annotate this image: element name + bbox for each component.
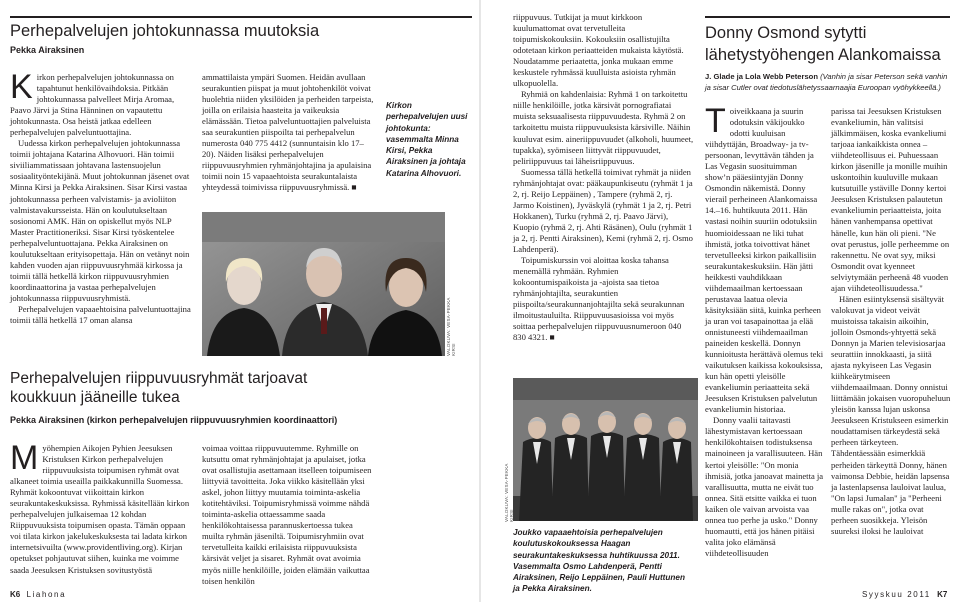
article1-title: Perhepalvelujen johtokunnassa muutoksia — [10, 22, 320, 40]
article2-photo-credit: VALOKUVA: VESA-PEKKA KIRSI — [504, 463, 514, 522]
continuation-p3: Suomessa tällä hetkellä toimivat ryhmät ja niiden ryhmänjohtajat ovat: pääkaupunkiseutu (ryhmät 1 ja 2, rj. Reijo Leppäinen) , Tampere (ryhmä 2, rj. Jarmo Koistinen), Jyväskylä (ryhmät 1 ja 2, rj. Petri Hokkanen), Turku (ryhmä 2, rj. Paavo Järvi), Kuopio (ryhmä 2, rj. Ahti Räsänen), Oulu (ryhmät 1 ja 2, rj. Pentti Airaksinen), Kemi (ryhmä 2, rj. Osmo Lahdenperä). — [513, 166, 693, 254]
article3-col1-p1: oiveikkaana ja suurin odotuksin väkijoukko odotti kuuluisan viihdyttäjän, Broadway- ja tv-persoonan, levyttävän tähden ja Las Vegasin suosituimman show’n pääesiintyjän Donny Osmondin näkemistä. Donny vierail perheineen Alankomaissa 14.–16. huhtikuuta 2011. Hän vastasi noihin suuriin odotuksiin huomioidessaan ne liki tuhat ihmistä, jotka toivottivat hänet tervetulleeksi kirkon paikallisiin seurakuntakeskuksiin. Hän jätti heikkesti vauhdikkaan viihdemaailman kertoessaan perustavaa laatua olevia käsityksiään siitä, kuinka perheen ja uran voi tasapainottaa ja elää onnistuneesti viihdemaailman paineiden keskellä. Donnyn kunnioitusta herättävä olemus teki vaikutuksen kaikissa kokouksissa, kun hän opetti yleisölle evankeliumin periaatteita sekä Jeesuksen Kristuksen palvelutun evankeliumin historiaa. — [705, 106, 824, 415]
article1-col1-p3: Perhepalvelujen vapaaehtoisina palveluntuottajina toimii tällä hetkellä 17 oman alansa — [10, 303, 191, 326]
left-magazine-name: Liahona — [26, 590, 67, 599]
article3-author-note: (Vanhin ja sisar Peterson sekä vanhin ja sisar Cutler ovat tiedotuslähetyssaarnaajia Euroopan vyöhykkeellä.) — [705, 72, 948, 92]
page-gutter — [479, 0, 481, 602]
article2-caption-text: Joukko vapaaehtoisia perhepalvelujen koulutuskokouksessa Haagan seurakuntakeskuksessa huhtikuussa 2011. Vasemmalta Osmo Lahdenperä, Pentti Airaksinen, Reijo Leppäinen, Pauli Huttunen ja Pekka Airaksinen. — [513, 528, 685, 594]
group-photo-art — [513, 378, 698, 521]
article2-col2 — [202, 443, 374, 587]
group-photo — [513, 378, 698, 521]
dropcap-m: M — [10, 439, 39, 477]
left-page-number: K6 — [10, 590, 21, 599]
article1-col2-p1: ammattilaista ympäri Suomen. Heidän avullaan seurakuntien piispat ja muut johtohenkilöt voivat huolehtia niiden yksilöiden ja perheiden tarpeista, joilla on erilaisia haasteita ja vaikeuksia elämässään. Tietoa palveluntuottajien palveluista saa seurakuntien piispoilta tai perhepalvelun numerosta 040 775 4412 (sunnuntaisin klo 17–20). Näiden lisäksi perhepalvelujen riippuvuusryhmien ryhmänjohtajina ja apulaisina toimii noin 15 vapaaehtoista seurakuntalaista yhteydessä toimivissa riippuvuusryhmissä. ■ — [202, 72, 374, 193]
article1-col1 — [10, 68, 196, 326]
article3-col2-p1: parissa tai Jeesuksen Kristuksen evankeliumin, hän valitsisi jälkimmäisen, koska evankeliumi tarjoaa iankaikkista onnea – viihdeteollisuus ei. Puhuessaan kirkon jäsenille ja monille muihin uskontoihin kuuluville mukaan kutsutuille ystäville Donny kertoi Jeesuksen Kristuksen palautetun evankeliumin periaatteista, joita hänen vanhempansa opettivat hänelle, kun hän oli pieni. "Ne ovat perustus, jolle perheemme on rakennettu. Ne ovat syy, miksi Osmondit ovat kyenneet selviytymään perheenä 48 vuoden ajan viihdeteollisuudessa." — [831, 106, 950, 293]
continuation-p2: Ryhmiä on kahdenlaisia: Ryhmä 1 on tarkoitettu niille henkilöille, jotka kärsivät pornografiatai muista seksuaalisesta riippuvuudesta. Ryhmä 2 on tarkoitettu muista riippuvuuksista kärsiville. Näihin kuuluvat esim. aineriippuvuudet (alkoholi, huumeet, tupakka), syömiseen liittyvät riippuvuudet, peliriippuvuus tai läheisriippuvuus. — [513, 89, 694, 166]
article2-caption — [513, 527, 693, 595]
article1-byline: Pekka Airaksinen — [10, 45, 85, 55]
article3-col2-p2: Hänen esiintyksensä sisältyvät valokuvat ja videot veivät muistoissa takaisin aikoihin, jolloin Osmonds-yhtyettä sekä Donnyn ja Marien televisiosarjaa seurattiin innokkaasti, ja siitä ajasta nykyiseen Las Vegasin kiihkeärytmiseen viihdemaailmaan. Donny onnistui liittämään jokaisen vuoropuheluun yleisön kanssa lujan uskonsa Jeesukseen Kristukseen esimerkin noudattamisen tärkeydestä sekä perheen tärkeyteen. Tähdentäessään esimerkkiä perheiden tärkeyttä Donny, hänen vaimonsa Debbie, heidän lapsensa ja lastenlapsensa lauloivat laulua, "On lapsi Jumalan" ja "Perheeni mulle rakas on", jotka ovat perheen suosikkeja. Yleisön suureksi iloksi he lauloivat — [831, 293, 951, 536]
article3-col2 — [831, 106, 952, 537]
article1-col2 — [202, 72, 374, 194]
article1-col1-p2: Uudessa kirkon perhepalvelujen johtokunnassa toimii johtajana Katarina Alhovuori. Hän toimii siviiliammatissaan johtavana lastensuojelun sosiaalityöntekijänä. Muut johtokunnan jäsenet ovat Minna Kirsi ja Pekka Airaksinen. Sisar Kirsi vastaa johtokunnassa perheen valvistamis- ja avioliiton valmistavakursseista. Hän on koulutukseltaan sosionomi AMK. Hän on opiskellut myös NLP Master Practitioneriksi. Sisar Kirsi työskentelee perhepalveluntuottajana. Pekka Airaksinen on koulutukseltaan erityisopettaja. Hän on vetänyt noin kahden vuoden ajan riippuvuusryhmää kirkossa ja toimii tällä hetkellä kirkon riippuvuusryhmien koordinaattorina ja vastaa perhepalvelujen johtokunnassa riippuvuusryhmistä. — [10, 138, 190, 303]
johtokunta-photo-art — [202, 212, 445, 356]
johtokunta-photo — [202, 212, 445, 356]
article2-col1 — [10, 439, 196, 576]
article3-authors: J. Glade ja Lola Webb Peterson — [705, 72, 818, 81]
article3-title: Donny Osmond sytytti lähetystyöhengen Alankomaissa — [705, 24, 941, 64]
article3-col1 — [705, 102, 824, 559]
article2-col2-p1: voimaa voittaa riippuvuutemme. Ryhmille on kutsuttu omat ryhmänjohtajat ja apulaiset, jotka ovat osallistujia asettamaan itselleen toipumiseen liittyviä tavoitteita. Joka viikko käsitellään yksi askel, johon liittyy muutamia toiminta-askelia kotitehtäviksi. Toipumisryhmissä voimme nähdä toiminta-askelia ottaessamme saada henkilökohtaisessa parannuskertoessa tukea muilta ryhmän jäseniltä. Toipumisryhmiin ovat tervetulleita kaikki erilaisista riippuvuuksista kärsivät veljet ja sisaret. Ryhmät ovat avoimia myös niille henkilöille, joiden elämään vaikuttaa toisen henkilön — [202, 443, 372, 586]
header-rule — [10, 16, 472, 18]
dropcap: K — [10, 68, 33, 106]
dropcap-t: T — [705, 102, 726, 140]
right-magazine-date: Syyskuu 2011 — [862, 590, 931, 599]
article1-caption-text: Kirkon perhepalvelujen uusi johtokunta: vasemmalta Minna Kirsi, Pekka Airaksinen ja johtaja Katarina Alhovuori. — [386, 101, 468, 178]
continuation-p4: Toipumiskurssin voi aloittaa koska tahansa menemällä ryhmään. Ryhmien kokoontumispaikoista ja -ajoista saa tietoa ryhmänjohtajilta, seurakuntien piispoilta/seurakunnanjohtajilta sekä seurakunnan ilmoitustauluilta. Riippuvuusasioissa voi myös soittaa perhepalvelujen riippuvuusnumeroon 040 830 4321. ■ — [513, 255, 685, 343]
right-footer — [862, 590, 947, 599]
left-footer — [10, 590, 66, 599]
article1-caption — [386, 100, 468, 179]
article1-col1-p1: irkon perhepalvelujen johtokunnassa on tapahtunut henkilövaihdoksia. Pitkään johtokunnassa palvelleet Mirja Aromaa, Paavo Järvi ja Stina Hänninen on vapautettu johtokunnasta. Osa heistä jatkaa edelleen perhepalvelujen palveluntuottajina. — [10, 72, 175, 138]
article1-photo-credit: VALOKUVA: VESA-PEKKA KIRSI — [446, 297, 456, 356]
right-page-number: K7 — [937, 590, 948, 599]
article2-title: Perhepalvelujen riippuvuusryhmät tarjoavat koukkuun jääneille tukea — [10, 370, 308, 406]
article2-byline: Pekka Airaksinen (kirkon perhepalvelujen riippuvuusryhmien koordinaattori) — [10, 415, 338, 425]
continuation-p1: riippuvuus. Tutkijat ja muut kirkkoon kuulumattomat ovat tervetulleita toipumiskokouksiin. Kokouksiin osallistujilta odotetaan kirkon periaatteiden mukaista käytöstä. Noudatamme periaatetta, jonka mukaan emme keskustele ryhmässä kuulluista asioista ryhmän ulkopuolella. — [513, 12, 684, 89]
continuation-column — [513, 12, 695, 343]
article2-col1-p1: yöhempien Aikojen Pyhien Jeesuksen Kristuksen Kirkon perhepalvelujen riippuvuuksista toipumisen ryhmät ovat alkaneet toimia useailla paikkakunnilla Suomessa. Ryhmät kokoontuvat viikoittain kirkon seurakuntakeskuksissa. Ryhmissä käsitellään kirkon perhepalvelujen julkaisemaa 12 kohdan Riippuvuuksista toipumisen opasta. Tämän oppaan voi tilata kirkon jakelukeskuksesta tai ladata kirkon internetsivuilta (www.providentliving.org). Kirjan opetukset pohjautuvat siihen, kuinka me voimme saada Jeesuksen Kristuksen sovitustyöstä — [10, 443, 190, 575]
article3-col1-p2: Donny vaalii taitavasti lähestymistavan kertoessaan henkilökohtaisen todistuksensa mainoineen ja varallisuuteen. Hän kertoi yleisölle: "On monia ihmisiä, jotka janoavat mainetta ja varallisuutta, mutta ne eivät tuo onnea. Sitä etsitte vaikka ei tuon kaiken ole vaivan arvoista vaa onnea tuo perhe ja usko." Donny huomautti, että jos hänen pitäisi valita joko elämänsä viihdeteollisuuden — [705, 415, 824, 558]
article3-byline — [705, 72, 950, 93]
article3-header-rule — [705, 16, 950, 18]
